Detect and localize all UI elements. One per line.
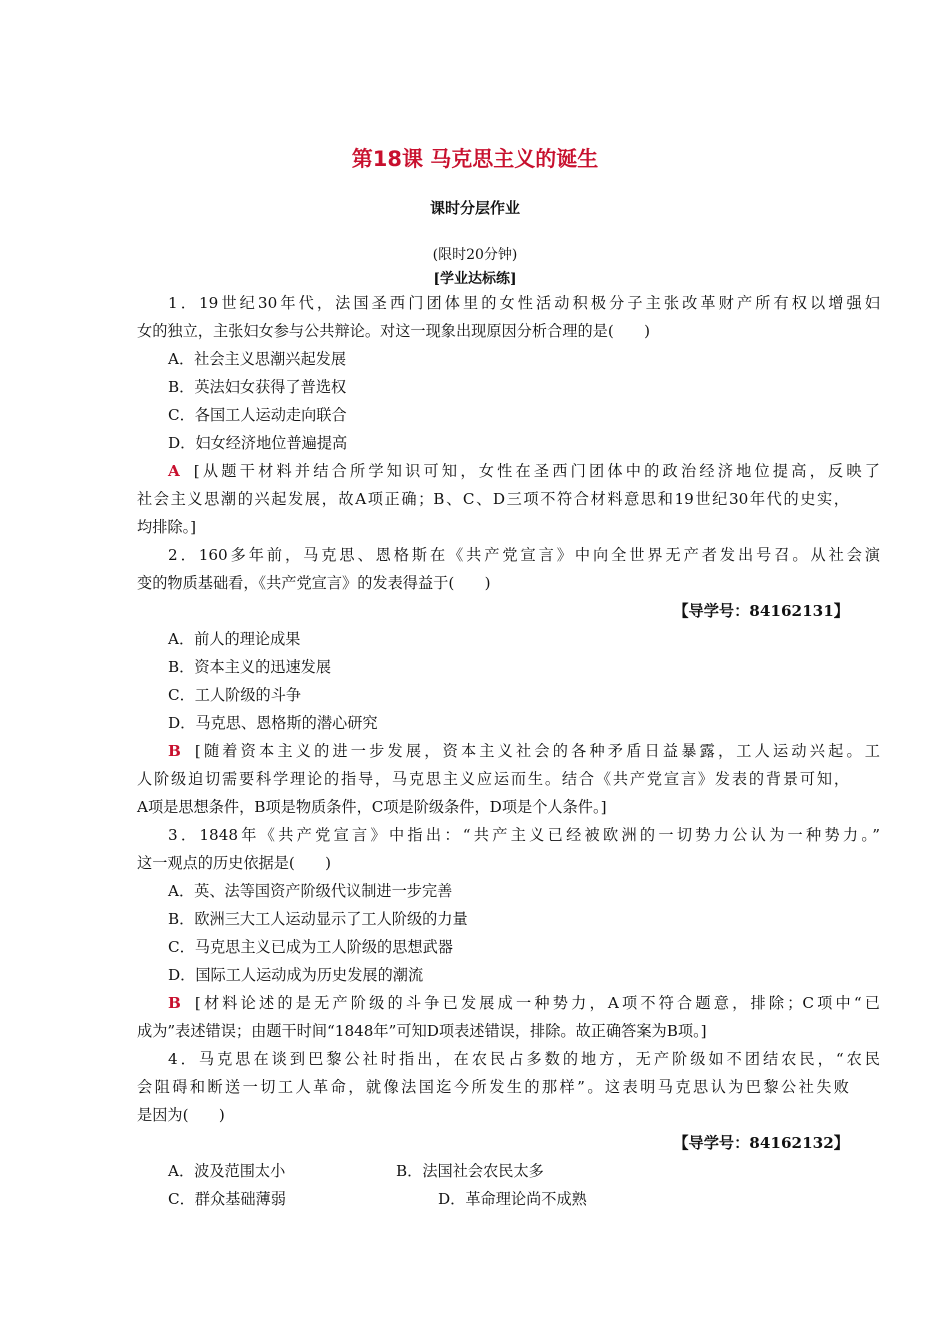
q1-explanation-line-3: 均排除。] xyxy=(137,518,197,536)
q3-option-a: A．英、法等国资产阶级代议制进一步完善 xyxy=(168,882,453,900)
q1-stem-line-2: 女的独立，主张妇女参与公共辩论。对这一现象出现原因分析合理的是( ) xyxy=(137,322,651,340)
q1-option-a: A．社会主义思潮兴起发展 xyxy=(168,350,347,368)
q4-guide-number: 【导学号：84162132】 xyxy=(673,1134,849,1152)
q3-answer: B xyxy=(168,994,181,1012)
q4-option-c: C．群众基础薄弱 xyxy=(168,1190,286,1208)
q2-option-c: C．工人阶级的斗争 xyxy=(168,686,302,704)
q2-stem-line-1: 2．160多年前，马克思、恩格斯在《共产党宣言》中向全世界无产者发出号召。从社会演 xyxy=(168,546,880,564)
q4-option-d: D．革命理论尚不成熟 xyxy=(438,1190,587,1208)
q1-option-d: D．妇女经济地位普遍提高 xyxy=(168,434,348,452)
section-heading: [学业达标练] xyxy=(433,271,517,287)
q2-explanation-line-2: 人阶级迫切需要科学理论的指导，马克思主义应运而生。结合《共产党宣言》发表的背景可知， xyxy=(137,770,849,788)
q4-stem-line-3: 是因为( ) xyxy=(137,1106,225,1124)
q1-answer: A xyxy=(168,462,180,480)
q3-stem-line-2: 这一观点的历史依据是( ) xyxy=(137,854,332,872)
q2-explanation-line-1: B [随着资本主义的进一步发展，资本主义社会的各种矛盾日益暴露，工人运动兴起。工 xyxy=(168,742,880,760)
q1-option-c: C．各国工人运动走向联合 xyxy=(168,406,347,424)
q4-stem-line-1: 4．马克思在谈到巴黎公社时指出，在农民占多数的地方，无产阶级如不团结农民，“农民 xyxy=(168,1050,880,1068)
q4-option-a: A．波及范围太小 xyxy=(168,1162,286,1180)
q3-option-b: B．欧洲三大工人运动显示了工人阶级的力量 xyxy=(168,910,468,928)
page-title: 第18课 马克思主义的诞生 xyxy=(351,147,599,171)
q1-option-b: B．英法妇女获得了普选权 xyxy=(168,378,347,396)
q3-explanation-line-1: B [材料论述的是无产阶级的斗争已发展成一种势力，A项不符合题意，排除；C项中“已 xyxy=(168,994,880,1012)
q4-option-b: B．法国社会农民太多 xyxy=(396,1162,544,1180)
q3-option-d: D．国际工人运动成为历史发展的潮流 xyxy=(168,966,424,984)
q1-stem-line-1: 1．19世纪30年代，法国圣西门团体里的女性活动积极分子主张改革财产所有权以增强妇 xyxy=(168,294,880,312)
q2-option-b: B．资本主义的迅速发展 xyxy=(168,658,332,676)
q2-answer: B xyxy=(168,742,181,760)
q2-guide-number: 【导学号：84162131】 xyxy=(673,602,849,620)
q2-option-d: D．马克思、恩格斯的潜心研究 xyxy=(168,714,378,732)
q3-explanation-line-2: 成为”表述错误；由题干时间“1848年”可知D项表述错误，排除。故正确答案为B项。] xyxy=(137,1022,707,1040)
q2-option-a: A．前人的理论成果 xyxy=(168,630,301,648)
q3-option-c: C．马克思主义已成为工人阶级的思想武器 xyxy=(168,938,453,956)
time-limit: (限时20分钟) xyxy=(432,247,518,263)
q2-stem-line-2: 变的物质基础看，《共产党宣言》的发表得益于( ) xyxy=(137,574,491,592)
q2-explanation-line-3: A项是思想条件，B项是物质条件，C项是阶级条件，D项是个人条件。] xyxy=(137,798,607,816)
q3-stem-line-1: 3．1848年《共产党宣言》中指出：“共产主义已经被欧洲的一切势力公认为一种势力。” xyxy=(168,826,880,844)
q4-stem-line-2: 会阻碍和断送一切工人革命，就像法国迄今所发生的那样”。这表明马克思认为巴黎公社失败 xyxy=(137,1078,849,1096)
page-subtitle: 课时分层作业 xyxy=(429,199,520,217)
q1-explanation-line-2: 社会主义思潮的兴起发展，故A项正确；B、C、D三项不符合材料意思和19世纪30年代的史实， xyxy=(137,490,849,508)
q1-explanation-line-1: A [从题干材料并结合所学知识可知，女性在圣西门团体中的政治经济地位提高，反映了 xyxy=(168,462,880,480)
